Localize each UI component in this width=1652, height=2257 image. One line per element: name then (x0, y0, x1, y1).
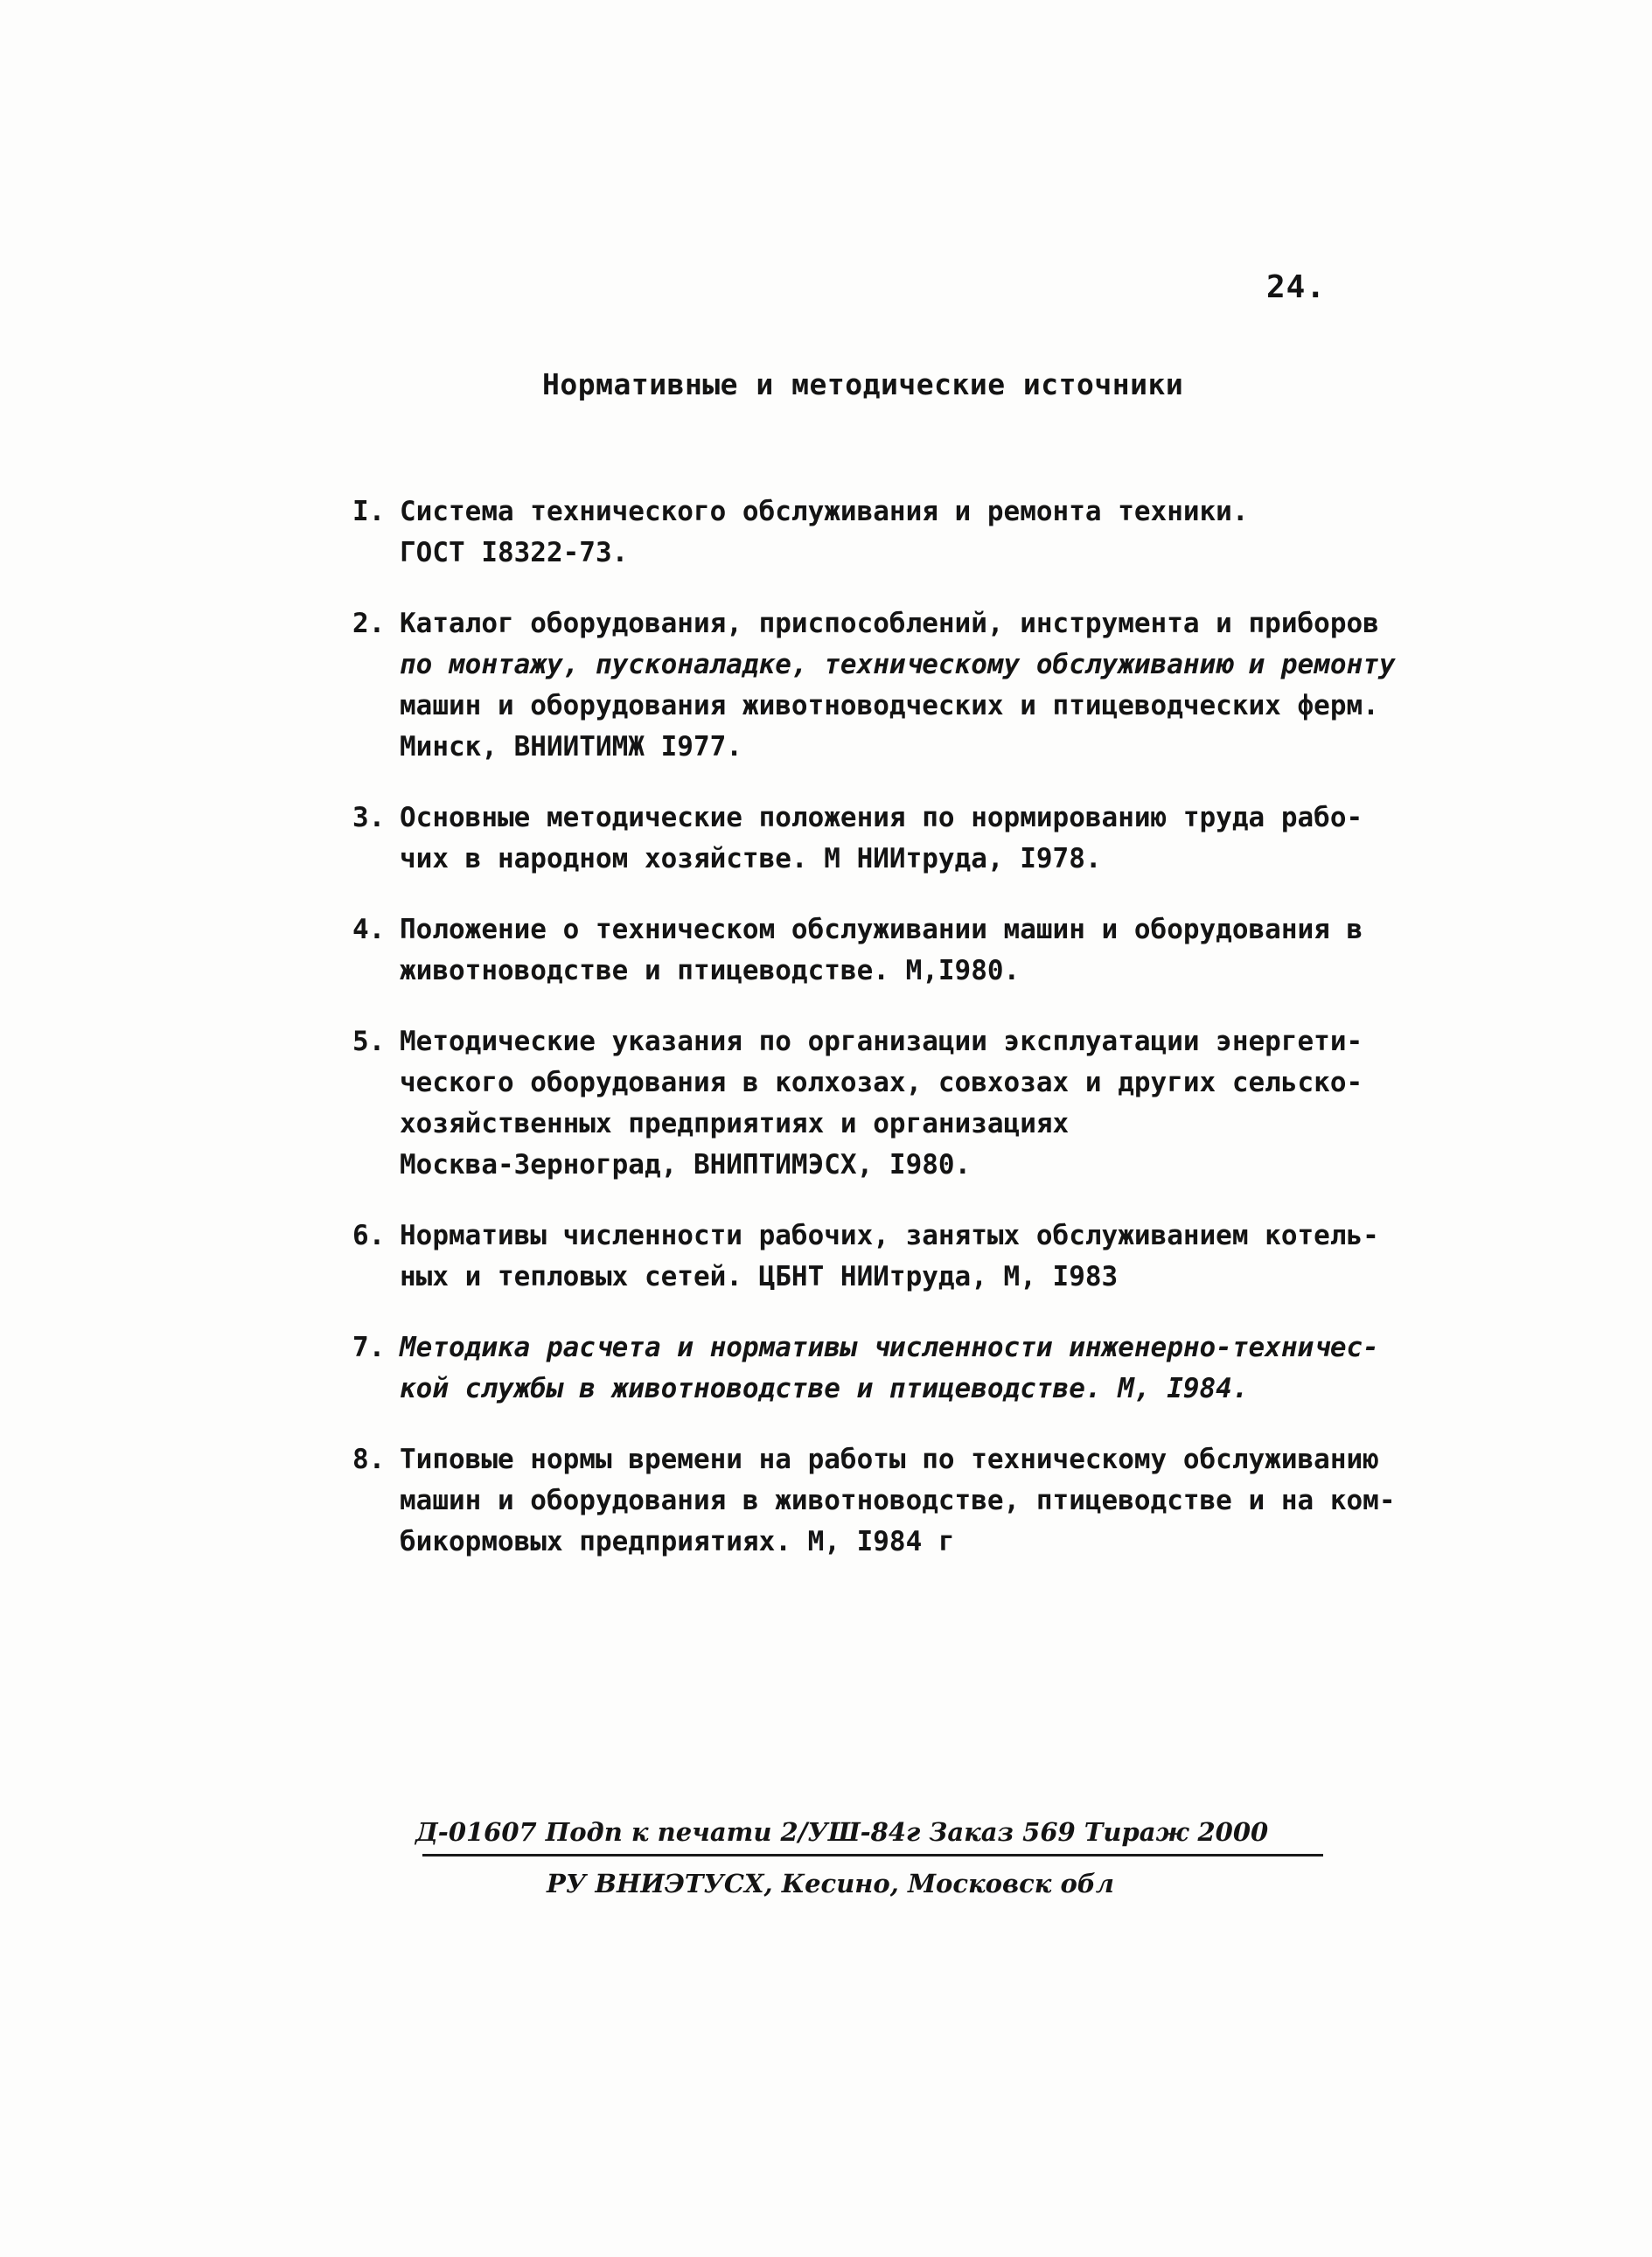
section-title: Нормативные и методические источники (542, 367, 1184, 401)
reference-number: 6. (352, 1220, 386, 1251)
reference-item (345, 798, 1474, 880)
reference-text-line: Типовые нормы времени на работы по техническому обслуживанию (400, 1444, 1379, 1475)
reference-text-line: Основные методические положения по нормированию труда рабо- (400, 802, 1363, 833)
reference-text-line: Методические указания по организации эксплуатации энергети- (400, 1026, 1363, 1057)
reference-text-line: ГОСТ I8322-73. (400, 537, 629, 568)
reference-text-line: животноводстве и птицеводстве. М,I980. (400, 955, 1021, 986)
reference-item (345, 1216, 1474, 1298)
reference-number: 8. (352, 1444, 386, 1475)
reference-item (345, 603, 1474, 768)
reference-item (345, 1021, 1474, 1186)
reference-text-line: Система технического обслуживания и ремонта техники. (400, 496, 1249, 527)
reference-text-line: Методика расчета и нормативы численности инженерно-техничес- (400, 1332, 1379, 1363)
reference-text-line: хозяйственных предприятиях и организациях (400, 1108, 1070, 1139)
reference-item (345, 909, 1474, 992)
imprint-print-info: Д-01607 Подп к печати 2/УШ-84г Заказ 569 Тираж 2000 (415, 1817, 1269, 1847)
reference-text-line: по монтажу, пусконаладке, техническому обслуживанию и ремонту (400, 649, 1396, 680)
reference-text-line: ческого оборудования в колхозах, совхозах и других сельско- (400, 1067, 1363, 1098)
reference-text-line: Москва-Зерноград, ВНИПТИМЭСХ, I980. (400, 1149, 972, 1181)
reference-text-line: машин и оборудования в животноводстве, птицеводстве и на ком- (400, 1485, 1396, 1516)
page-number: 24. (1266, 269, 1327, 305)
reference-text-line: Положение о техническом обслуживании машин и оборудования в (400, 914, 1363, 945)
reference-number: 5. (352, 1026, 386, 1057)
reference-text-line: чих в народном хозяйстве. М НИИтруда, I978. (400, 843, 1102, 874)
reference-text-line: Минск, ВНИИТИМЖ I977. (400, 731, 742, 763)
reference-text-line: бикормовых предприятиях. М, I984 г (400, 1526, 955, 1557)
reference-list (345, 491, 1474, 1592)
reference-text-line: Нормативы численности рабочих, занятых обслуживанием котель- (400, 1220, 1379, 1251)
reference-text-line: ных и тепловых сетей. ЦБНТ НИИтруда, М, I983 (400, 1261, 1119, 1292)
reference-item (345, 1327, 1474, 1410)
reference-number: 2. (352, 608, 386, 639)
reference-text-line: Каталог оборудования, приспособлений, инструмента и приборов (400, 608, 1379, 639)
reference-number: 3. (352, 802, 386, 833)
reference-number: I. (352, 496, 386, 527)
reference-item (345, 491, 1474, 574)
imprint-publisher: РУ ВНИЭТУСХ, Кесино, Московск обл (547, 1869, 1114, 1898)
reference-item (345, 1439, 1474, 1563)
imprint-block (415, 1817, 1325, 1898)
reference-text-line: кой службы в животноводстве и птицеводстве. М, I984. (400, 1373, 1249, 1404)
reference-number: 4. (352, 914, 386, 945)
reference-text-line: машин и оборудования животноводческих и птицеводческих ферм. (400, 690, 1379, 721)
reference-number: 7. (352, 1332, 386, 1363)
